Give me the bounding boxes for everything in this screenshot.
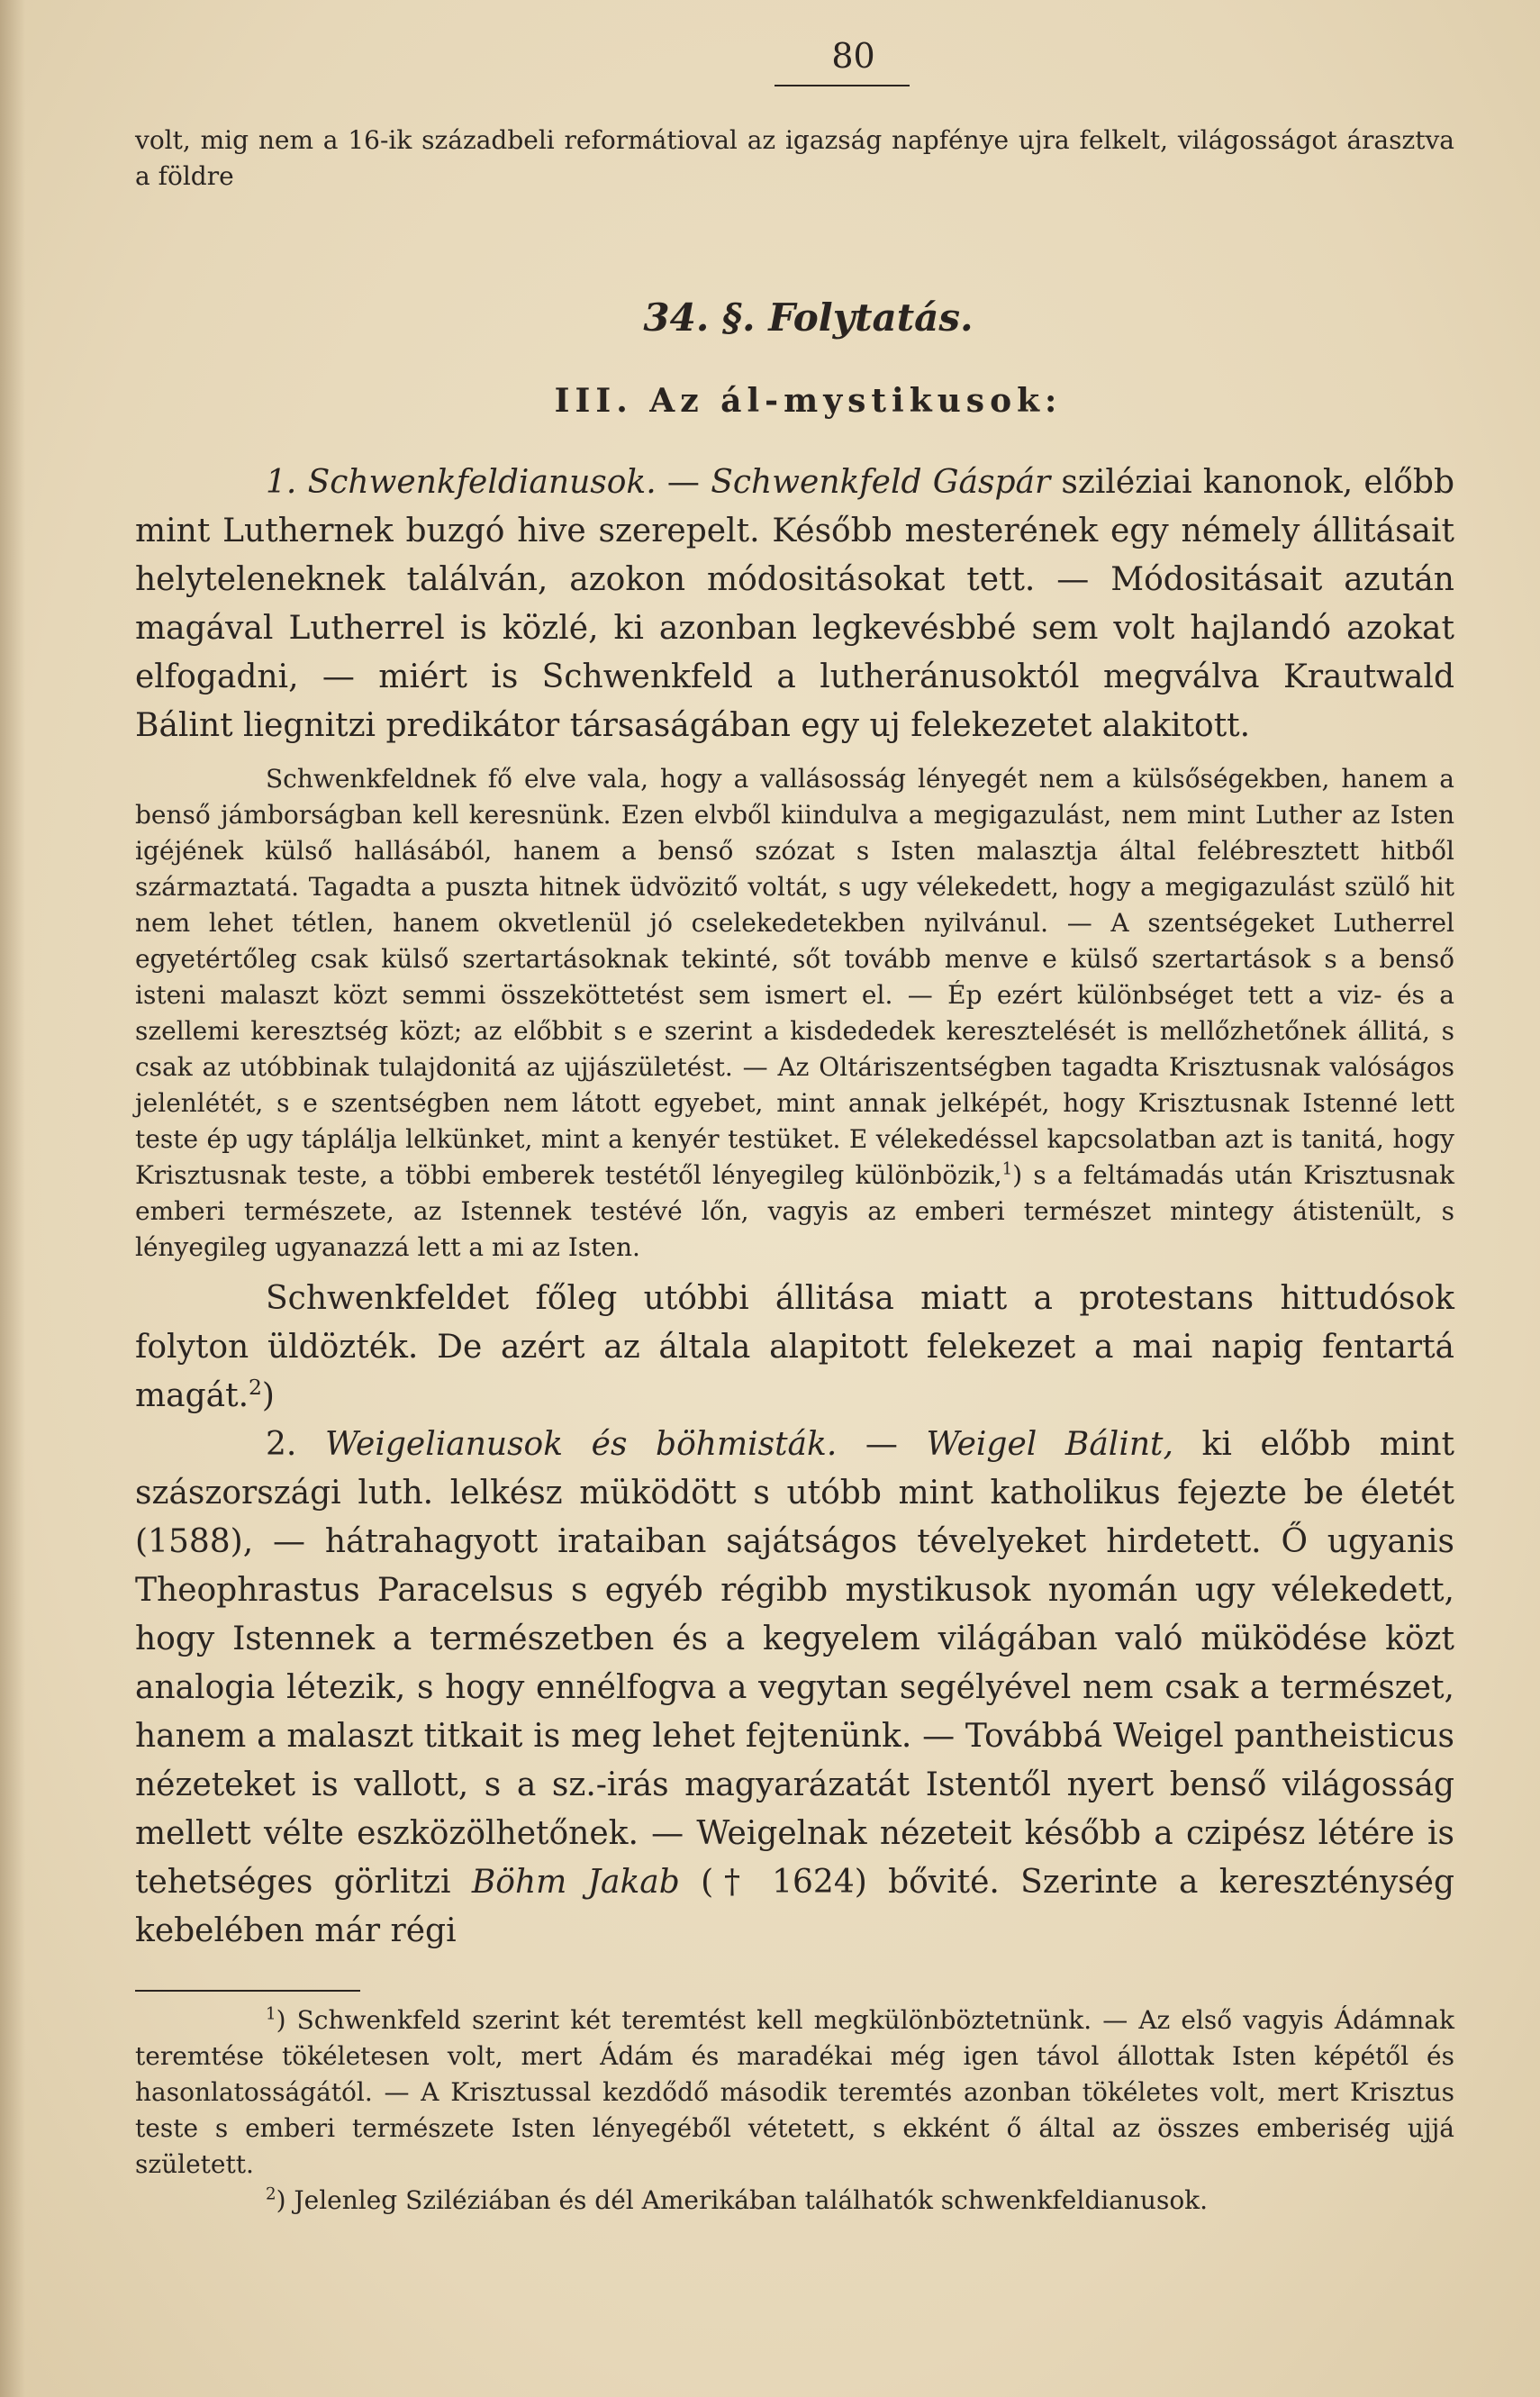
page-edge-shadow <box>0 0 25 2397</box>
paragraph-tail: († 1624) bővité. Szerinte a kereszténység kebelében már régi <box>135 1864 1455 1950</box>
footnote-ref-1[interactable]: 1 <box>1001 1159 1013 1179</box>
footnote-rule <box>135 1990 360 1992</box>
dash: — <box>837 1426 927 1464</box>
footnote-ref-2[interactable]: 2 <box>249 1375 262 1401</box>
paragraph-persecution <box>135 1275 1454 1421</box>
small-paragraph <box>135 761 1454 1266</box>
footnote-text: ) Jelenleg Sziléziában és dél Amerikában találhatók schwenkfeldianusok. <box>276 2185 1209 2216</box>
footnote-2 <box>135 2183 1454 2219</box>
section-subtitle: III. Az ál-mystikusok: <box>554 381 1063 420</box>
subsection-heading: Weigelianusok és böhmisták. <box>324 1426 838 1464</box>
paragraph-weigel <box>135 1421 1454 1956</box>
footnote-1 <box>135 2002 1454 2183</box>
paragraph-text: ki előbb mint szászországi luth. lelkész müködött s utóbb mint katholikus fejezte be életét (1588), — hátrahagyott irataiban sajátságos tévelyeket hirdetett. Ő ugyanis Theophrastus Paracelsus s egyéb régibb mystikusok nyomán ugy vélekedett, hogy Istennek a természetben és a kegyelem világában való müködése közt analogia létezik, s hogy ennélfogva a vegytan segélyével nem csak a természet, hanem a malaszt titkait is meg lehet fejtenünk. — Továbbá Weigel pantheisticus nézeteket is vallott, s a sz.-irás magyarázatát Istentől nyert benső világosság mellett vélte eszközölhetőnek. — Weigelnak nézeteit később a czipész létére is tehetséges görlitzi <box>135 1426 1455 1902</box>
person-name: Schwenkfeld Gáspár <box>711 464 1051 502</box>
subsection-heading: 1. Schwenkfeldianusok. <box>266 464 657 502</box>
small-paragraph-end: s a feltámadás után Krisztusnak emberi természete, az Istennek testévé lőn, vagyis az emberi természet mintegy átistenült, s lényegileg ugyanazzá lett a mi az Isten. <box>135 1160 1454 1263</box>
footnote-ref-close: ) <box>1012 1160 1023 1191</box>
footnote-text: ) Schwenkfeld szerint két teremtést kell megkülönböztetnünk. — Az első vagyis Ádámnak teremtése tökéletesen volt, mert Ádám és maradékai még igen távol állottak Isten képétől és hasonlatosságától. — A Krisztussal kezdődő második teremtés azonban tökéletes volt, mert Krisztus teste s emberi természete Isten lényegéből vétetett, s ekként ő által az összes emberiség ujjá született. <box>135 2005 1454 2180</box>
footnote-mark: 2 <box>266 2184 276 2204</box>
continued-paragraph: volt, mig nem a 16-ik századbeli reformátioval az igazság napfénye ujra felkelt, világosságot árasztva a földre <box>135 124 1454 191</box>
footnote-mark: 1 <box>266 2004 276 2024</box>
dash: — <box>656 464 711 502</box>
person-name-bohm: Böhm Jakab <box>471 1864 680 1902</box>
footnote-ref-close: ) <box>261 1377 275 1415</box>
person-name: Weigel Bálint, <box>926 1426 1173 1464</box>
subsection-number: 2. <box>266 1426 325 1464</box>
paragraph-text: sziléziai kanonok, előbb mint Luthernek buzgó hive szerepelt. Később mesterének egy némely állitásait helyteleneknek találván, azokon módositásokat tett. — Módositásait azután magával Lutherrel is közlé, ki azonban legkevésbbé sem volt hajlandó azokat elfogadni, — miért is Schwenkfeld a lutheránusoktól megválva Krautwald Bálint liegnitzi predikátor társaságában egy uj felekezetet alakitott. <box>135 464 1454 745</box>
paragraph-schwenkfeld <box>135 459 1454 750</box>
small-print-block <box>135 761 1454 1266</box>
paragraph-text: Schwenkfeldet főleg utóbbi állitása miatt a protestans hittudósok folyton üldözték. De azért az általa alapitott felekezet a mai napig fentartá magát. <box>135 1280 1454 1415</box>
small-paragraph-text: Schwenkfeldnek fő elve vala, hogy a vallásosság lényegét nem a külsőségekben, hanem a benső jámborságban kell keresnünk. Ezen elvből kiindulva a megigazulást, nem mint Luther az Isten igéjének külső hallásából, hanem a benső szózat s Isten malasztja által felébresztett hitből származtatá. Tagadta a puszta hitnek üdvözitő voltát, s ugy vélekedett, hogy a megigazulást szülő hit nem lehet tétlen, hanem okvetlenül jó cselekedetekben nyilvánul. — A szentségeket Lutherrel egyetértőleg csak külső szertartásoknak tekinté, sőt tovább menve e külső szertartások s a benső isteni malaszt közt semmi összeköttetést sem ismert el. — Ép ezért különbséget tett a viz- és a szellemi keresztség közt; az előbbit s e szerint a kisdededek keresztelését is mellőzhetőnek állitá, s csak az utóbbinak tulajdonitá az ujjászületést. — Az Oltáriszentségben tagadta Krisztusnak valóságos jelenlétét, s e szentségben nem látott egyebet, mint annak jelképét, hogy Krisztusnak Istenné lett teste ép ugy táplálja lelkünket, mint a kenyér testüket. E vélekedéssel kapcsolatban azt is tanitá, hogy Krisztusnak teste, a többi emberek testétől lényegileg különbözik, <box>135 764 1454 1191</box>
footnotes <box>135 2002 1454 2219</box>
page-number: 80 <box>831 36 875 76</box>
section-title: 34. §. Folytatás. <box>643 295 974 340</box>
header-rule <box>775 85 910 86</box>
page-content <box>135 36 1454 2219</box>
